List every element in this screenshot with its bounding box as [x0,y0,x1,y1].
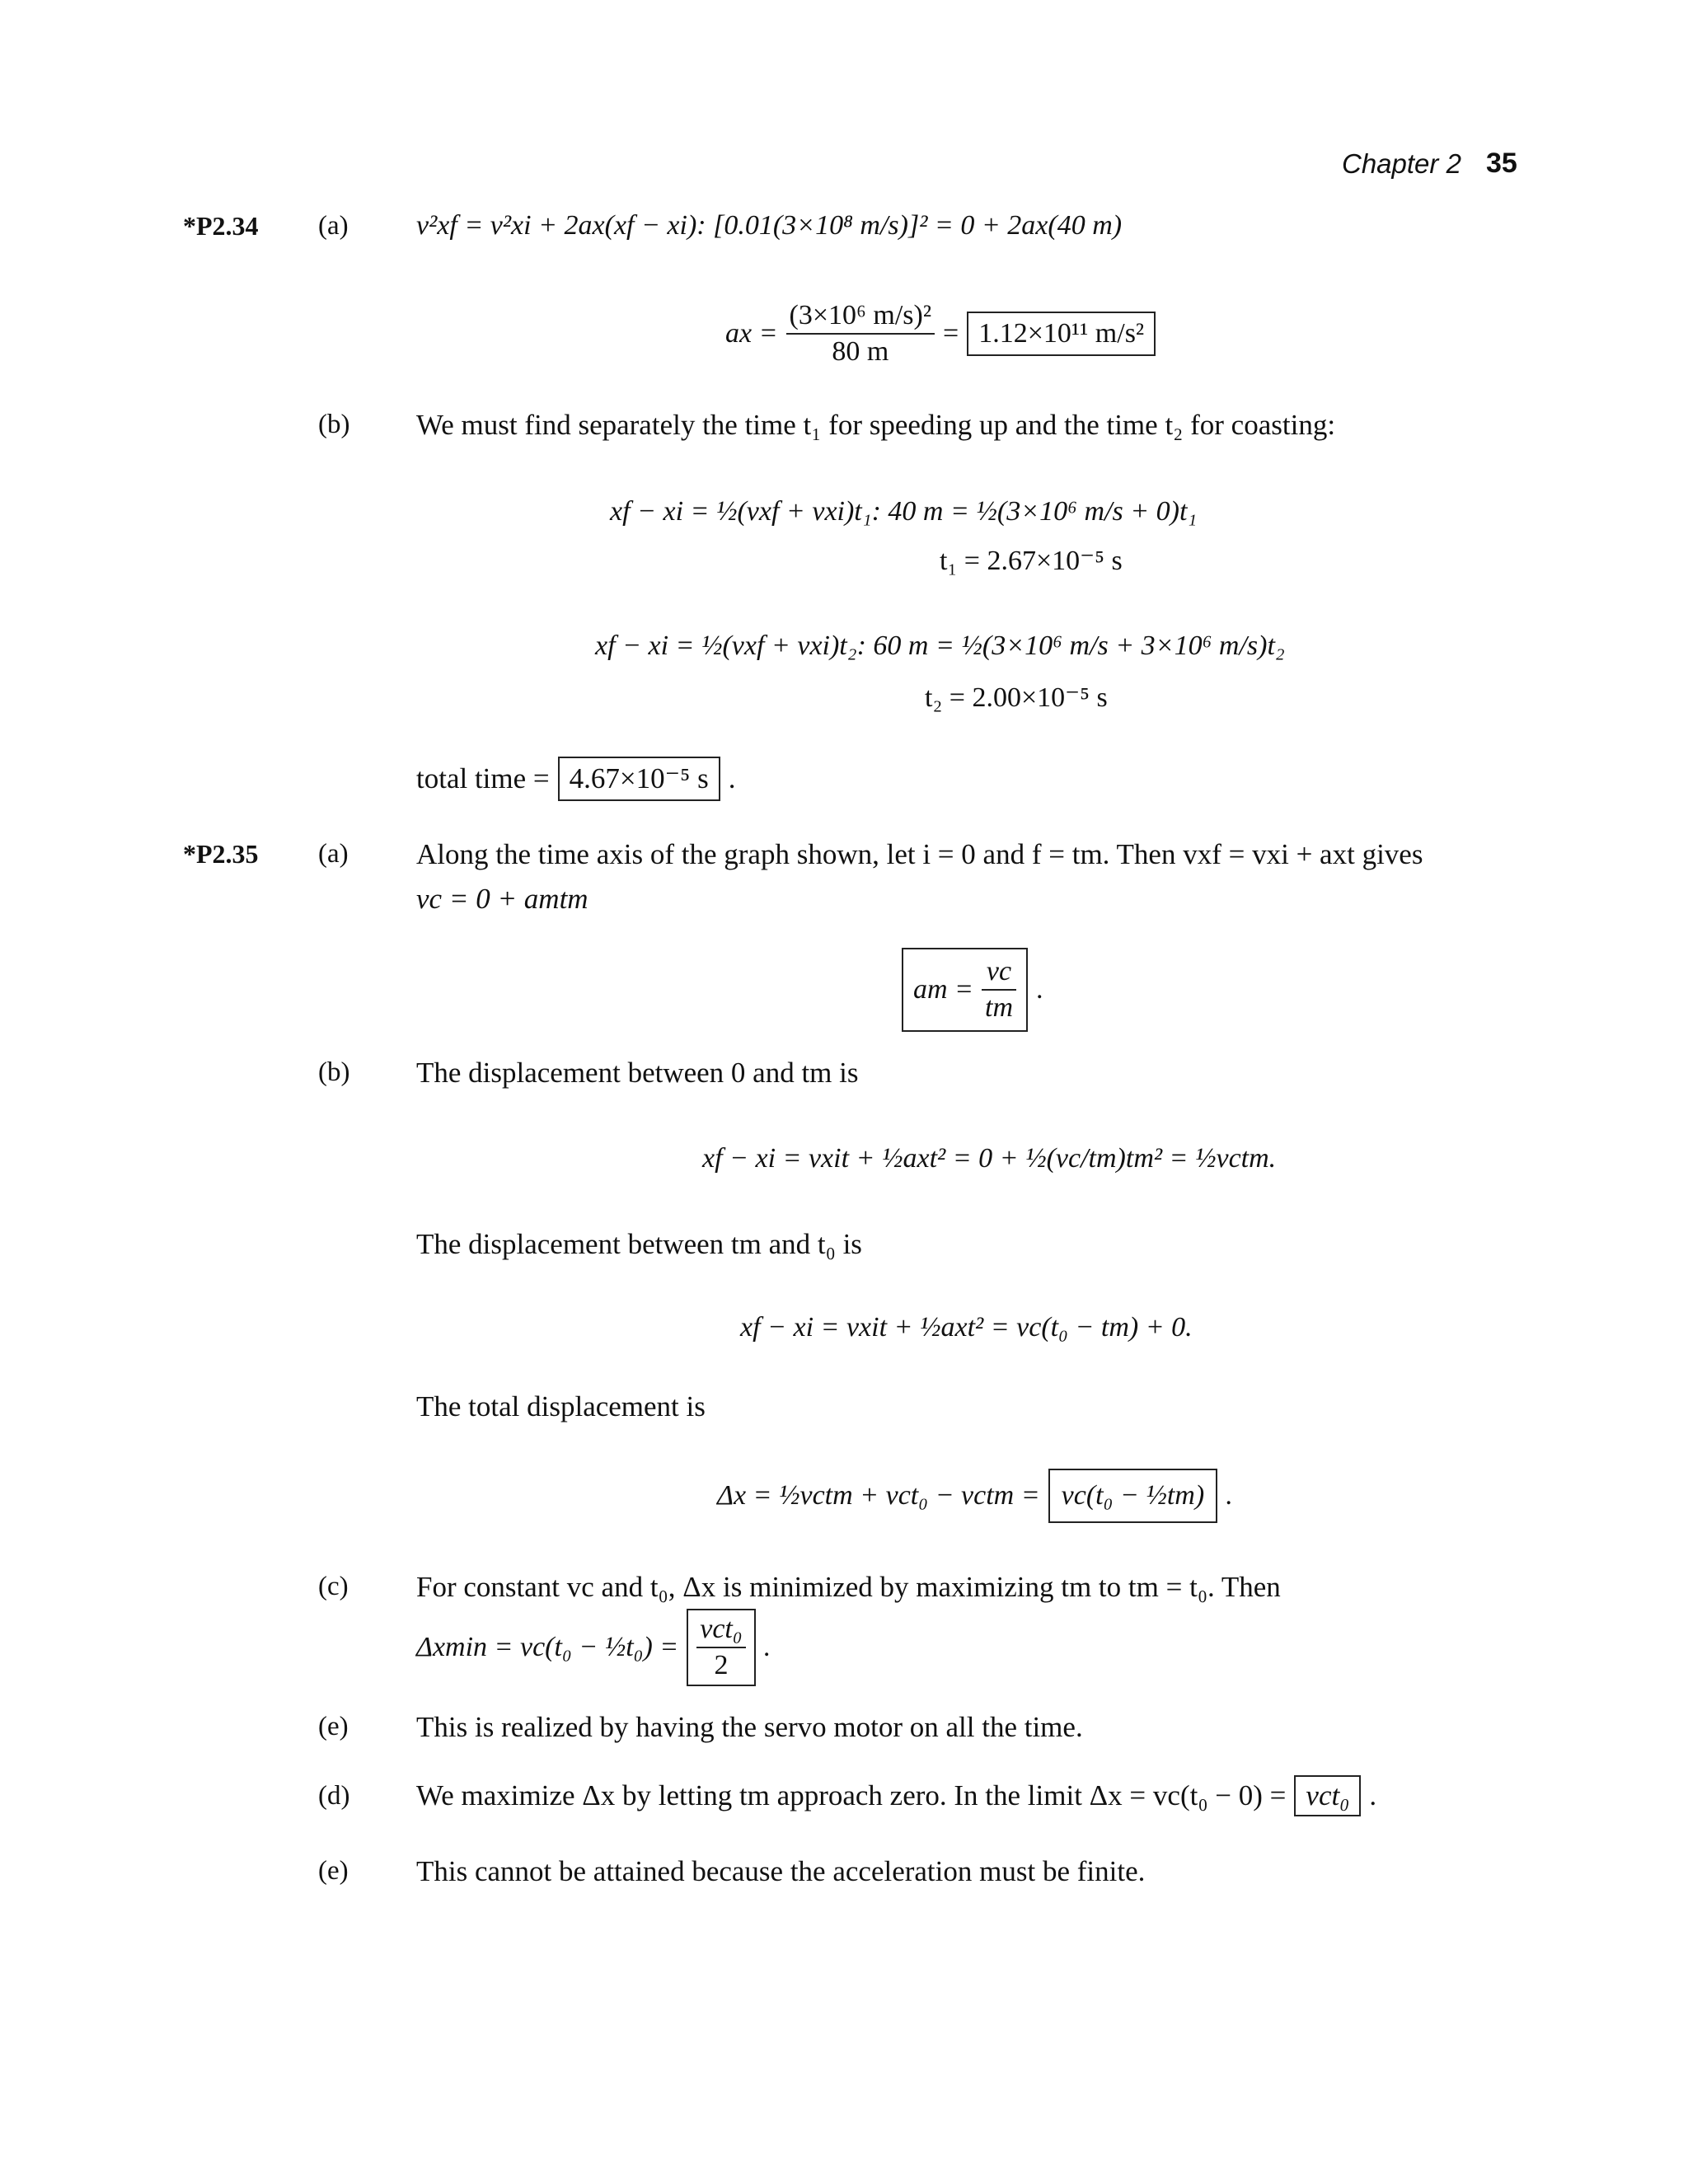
am-equation [902,948,1043,1032]
equation-b-2: xf − xi = ½(vxf + vxi)t₂: 60 m = ½(3×10⁶ m/s + 3×10⁶ m/s)t₂ [595,630,1285,661]
part-a-label: (a) [318,839,349,869]
part-a-label: (a) [318,211,349,241]
chapter-title: Chapter 2 [1342,148,1461,179]
part-b-text-2: The displacement between tm and t₀ is [416,1228,862,1260]
fraction [696,1612,745,1683]
equation-b-3 [717,1469,1233,1523]
equation-lhs: ax = [725,318,778,349]
period: . [1036,974,1043,1005]
min-displacement-expression: Δxmin = vc(t₀ − ½t₀) = [416,1632,679,1662]
part-e-text: This is realized by having the servo motor on all the time. [416,1711,1083,1743]
fraction-numerator: (3×10⁶ m/s)² [789,300,932,330]
period: . [763,1632,771,1662]
part-d-label: (d) [318,1781,350,1811]
fraction-numerator: vc [986,956,1012,987]
equation-b-1: xf − xi = ½(vxf + vxi)t₁: 40 m = ½(3×10⁶ m/s + 0)t₁ [610,496,1198,527]
equation-a-2 [725,298,1156,369]
part-d-text: We maximize Δx by letting tm approach zero. In the limit Δx = vc(t₀ − 0) = [416,1779,1287,1811]
max-displacement-box: vct₀ [1294,1775,1361,1816]
am-box [902,948,1028,1032]
equation-b-2-result: t₂ = 2.00×10⁻⁵ s [925,682,1108,713]
fraction-denominator: 2 [696,1647,745,1683]
problem-label-p2-35: *P2.35 [183,839,259,869]
am-lhs: am = [913,974,973,1005]
part-b-text-3: The total displacement is [416,1390,706,1422]
equation-c [416,1609,771,1686]
total-displacement-expression: Δx = ½vctm + vct₀ − vctm = [717,1480,1040,1511]
part-e-label: (e) [318,1712,349,1741]
equation-b-1-result: t₁ = 2.67×10⁻⁵ s [940,546,1123,576]
problem-label-p2-34: *P2.34 [183,211,259,241]
equation-b-2: xf − xi = vxit + ½axt² = vc(t₀ − tm) + 0. [740,1312,1193,1343]
fraction [786,298,935,369]
part-c-text: For constant vc and t₀, Δx is minimized by maximizing tm to tm = t₀. Then [416,1571,1281,1603]
part-a-text-2: vc = 0 + amtm [416,883,588,915]
part-e2-text: This cannot be attained because the acceleration must be finite. [416,1855,1146,1887]
total-displacement-box: vc(t₀ − ½tm) [1048,1469,1218,1523]
total-time-line [416,757,735,801]
equation-a-1: v²xf = v²xi + 2ax(xf − xi): [0.01(3×10⁸ m/s)]² = 0 + 2ax(40 m) [416,210,1123,241]
fraction-denominator: 80 m [786,333,935,369]
page-number: 35 [1486,148,1517,179]
part-b-label: (b) [318,410,350,439]
fraction [982,954,1016,1025]
part-c-label: (c) [318,1572,349,1601]
part-d-line [416,1775,1376,1816]
part-b-text-1: The displacement between 0 and tm is [416,1057,859,1089]
equation-b-1: xf − xi = vxit + ½axt² = 0 + ½(vc/tm)tm² = ½vctm. [702,1143,1277,1174]
period: . [1369,1779,1377,1811]
total-time-label: total time = [416,762,550,794]
period: . [1226,1480,1233,1511]
part-b-label: (b) [318,1057,350,1087]
min-displacement-box [687,1609,755,1686]
part-a-text-1: Along the time axis of the graph shown, let i = 0 and f = tm. Then vxf = vxi + axt gives [416,838,1423,870]
part-b-text: We must find separately the time t₁ for speeding up and the time t₂ for coasting: [416,409,1336,441]
fraction-numerator: vct₀ [700,1614,743,1644]
period: . [728,762,736,794]
part-e2-label: (e) [318,1856,349,1886]
fraction-denominator: tm [982,989,1016,1025]
total-time-box: 4.67×10⁻⁵ s [558,757,720,801]
equals-sign: = [943,318,959,349]
result-box: 1.12×10¹¹ m/s² [967,312,1156,356]
